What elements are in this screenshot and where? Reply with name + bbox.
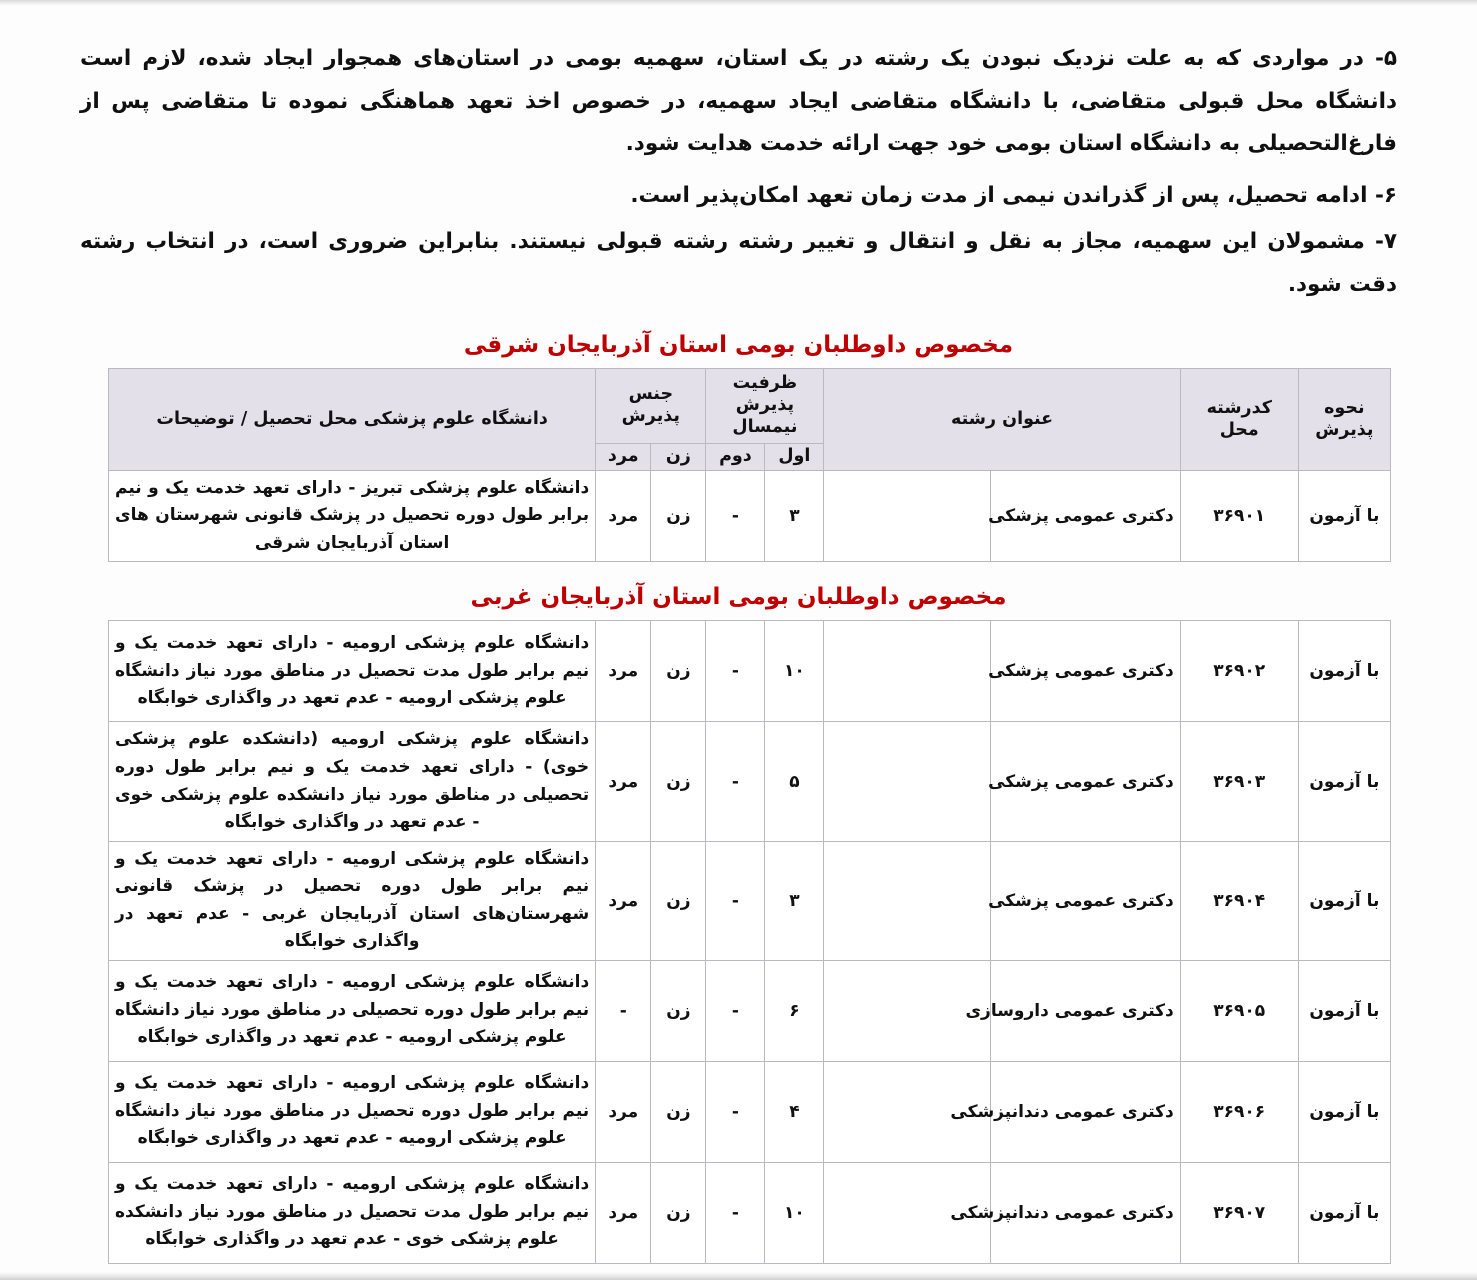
scan-edge-top — [0, 0, 1477, 6]
quota-table-east-azerbaijan — [108, 368, 1391, 562]
note-6: ۶- ادامه تحصیل، پس از گذراندن نیمی از مدت زمان تعهد امکان‌پذیر است. — [630, 182, 1397, 208]
cell-field-spacer — [824, 470, 991, 562]
cell-description: دانشگاه علوم پزشکی ارومیه - دارای تعهد خدمت یک و نیم برابر طول مدت تحصیل در مناطق مورد نیاز دانشکده علوم پزشکی خوی - عدم تعهد در واگذاری خوابگاه — [109, 1162, 596, 1263]
cell-gender-male: مرد — [596, 1061, 651, 1162]
table-row — [109, 470, 1391, 562]
cell-field: دکتری عمومی پزشکی — [991, 841, 1181, 960]
quota-table-west-azerbaijan — [108, 620, 1391, 1263]
cell-semester-first: ۱۰ — [765, 1162, 824, 1263]
cell-code: ۳۶۹۰۲ — [1180, 621, 1298, 722]
cell-code: ۳۶۹۰۴ — [1180, 841, 1298, 960]
cell-code: ۳۶۹۰۱ — [1180, 470, 1298, 562]
cell-gender-female: زن — [651, 841, 706, 960]
table-body-east-azerbaijan — [109, 470, 1391, 562]
table-row — [109, 960, 1391, 1061]
table-head — [109, 369, 1391, 471]
section-title-east-azerbaijan: مخصوص داوطلبان بومی استان آذربایجان شرقی — [463, 332, 1014, 359]
th-code: کدرشته محل — [1180, 369, 1298, 471]
cell-gender-male: مرد — [596, 621, 651, 722]
cell-gender-female: زن — [651, 621, 706, 722]
cell-description: دانشگاه علوم پزشکی ارومیه - دارای تعهد خدمت یک و نیم برابر طول دوره تحصیل در پزشک قانونی شهرستان‌های استان آذربایجان غربی - عدم تعهد در واگذاری خوابگاه — [109, 841, 596, 960]
cell-semester-second: - — [706, 722, 765, 841]
cell-field-spacer — [824, 841, 991, 960]
cell-description: دانشگاه علوم پزشکی ارومیه (دانشکده علوم پزشکی خوی) - دارای تعهد خدمت یک و نیم برابر طول دوره تحصیلی در مناطق مورد نیاز دانشکده علوم پزشکی خوی - عدم تعهد در واگذاری خوابگاه — [109, 722, 596, 841]
cell-field-spacer — [824, 621, 991, 722]
cell-code: ۳۶۹۰۷ — [1180, 1162, 1298, 1263]
intro-notes — [0, 0, 1477, 306]
cell-field: دکتری عمومی پزشکی — [991, 470, 1181, 562]
table-row — [109, 1162, 1391, 1263]
cell-semester-second: - — [706, 960, 765, 1061]
cell-semester-second: - — [706, 1162, 765, 1263]
cell-semester-second: - — [706, 841, 765, 960]
cell-mode: با آزمون — [1298, 1162, 1390, 1263]
cell-gender-female: زن — [651, 722, 706, 841]
cell-field: دکتری عمومی دندانپزشکی — [991, 1061, 1181, 1162]
cell-mode: با آزمون — [1298, 960, 1390, 1061]
table-body-west-azerbaijan — [109, 621, 1391, 1263]
table-row — [109, 841, 1391, 960]
cell-code: ۳۶۹۰۶ — [1180, 1061, 1298, 1162]
cell-semester-first: ۳ — [765, 841, 824, 960]
cell-semester-second: - — [706, 1061, 765, 1162]
cell-mode: با آزمون — [1298, 1061, 1390, 1162]
cell-code: ۳۶۹۰۵ — [1180, 960, 1298, 1061]
cell-gender-male: مرد — [596, 841, 651, 960]
th-semester-first: اول — [765, 444, 824, 471]
th-gender: جنس پذیرش — [596, 369, 706, 444]
cell-mode: با آزمون — [1298, 621, 1390, 722]
cell-description: دانشگاه علوم پزشکی ارومیه - دارای تعهد خدمت یک و نیم برابر طول دوره تحصیلی در مناطق مورد نیاز دانشگاه علوم پزشکی ارومیه - عدم تعهد در واگذاری خوابگاه — [109, 960, 596, 1061]
cell-semester-first: ۳ — [765, 470, 824, 562]
table-wrap-east-azerbaijan — [0, 368, 1477, 562]
th-semester-second: دوم — [706, 444, 765, 471]
note-5: ۵- در مواردی که به علت نزدیک نبودن یک رشته در یک استان، سهمیه بومی در استان‌های همجوار ایجاد شده، لازم است دانشگاه محل قبولی متقاضی، با دانشگاه متقاضی ایجاد سهمیه، در خصوص اخذ تعهد هماهنگی نموده تا متقاضی پس از فارغ‌التحصیلی به دانشگاه استان بومی خود جهت ارائه خدمت هدایت شود. — [80, 46, 1397, 157]
th-field: عنوان رشته — [824, 369, 1180, 471]
cell-mode: با آزمون — [1298, 722, 1390, 841]
table-row — [109, 722, 1391, 841]
cell-mode: با آزمون — [1298, 841, 1390, 960]
cell-semester-first: ۴ — [765, 1061, 824, 1162]
header-row-main — [109, 369, 1391, 444]
cell-semester-first: ۵ — [765, 722, 824, 841]
cell-field: دکتری عمومی پزشکی — [991, 621, 1181, 722]
cell-field-spacer — [824, 722, 991, 841]
th-description: دانشگاه علوم پزشکی محل تحصیل / توضیحات — [109, 369, 596, 471]
cell-mode: با آزمون — [1298, 470, 1390, 562]
table-wrap-west-azerbaijan — [0, 620, 1477, 1263]
section-title-west-azerbaijan: مخصوص داوطلبان بومی استان آذربایجان غربی — [470, 584, 1007, 611]
cell-field: دکتری عمومی پزشکی — [991, 722, 1181, 841]
th-gender-female: زن — [651, 444, 706, 471]
cell-semester-first: ۱۰ — [765, 621, 824, 722]
cell-semester-first: ۶ — [765, 960, 824, 1061]
cell-description: دانشگاه علوم پزشکی ارومیه - دارای تعهد خدمت یک و نیم برابر طول مدت تحصیل در مناطق مورد نیاز دانشگاه علوم پزشکی ارومیه - عدم تعهد در واگذاری خوابگاه — [109, 621, 596, 722]
scan-edge-bottom — [0, 1272, 1477, 1280]
th-capacity: ظرفیت پذیرش نیمسال — [706, 369, 824, 444]
table-row — [109, 621, 1391, 722]
cell-gender-male: مرد — [596, 722, 651, 841]
cell-gender-female: زن — [651, 470, 706, 562]
table-row — [109, 1061, 1391, 1162]
cell-gender-female: زن — [651, 1162, 706, 1263]
cell-semester-second: - — [706, 621, 765, 722]
cell-field: دکتری عمومی داروسازی — [991, 960, 1181, 1061]
th-gender-male: مرد — [596, 444, 651, 471]
cell-description: دانشگاه علوم پزشکی تبریز - دارای تعهد خدمت یک و نیم برابر طول دوره تحصیل در پزشک قانونی شهرستان های استان آذربایجان شرقی — [109, 470, 596, 562]
cell-gender-male: مرد — [596, 470, 651, 562]
cell-code: ۳۶۹۰۳ — [1180, 722, 1298, 841]
cell-gender-male: مرد — [596, 1162, 651, 1263]
th-mode: نحوه پذیرش — [1298, 369, 1390, 471]
cell-gender-female: زن — [651, 960, 706, 1061]
cell-field: دکتری عمومی دندانپزشکی — [991, 1162, 1181, 1263]
note-7: ۷- مشمولان این سهمیه، مجاز به نقل و انتقال و تغییر رشته رشته قبولی نیستند. بنابراین ضروری است، در انتخاب رشته دقت شود. — [80, 229, 1397, 297]
cell-semester-second: - — [706, 470, 765, 562]
cell-description: دانشگاه علوم پزشکی ارومیه - دارای تعهد خدمت یک و نیم برابر طول دوره تحصیل در مناطق مورد نیاز دانشگاه علوم پزشکی ارومیه - عدم تعهد در واگذاری خوابگاه — [109, 1061, 596, 1162]
cell-gender-male: - — [596, 960, 651, 1061]
cell-gender-female: زن — [651, 1061, 706, 1162]
